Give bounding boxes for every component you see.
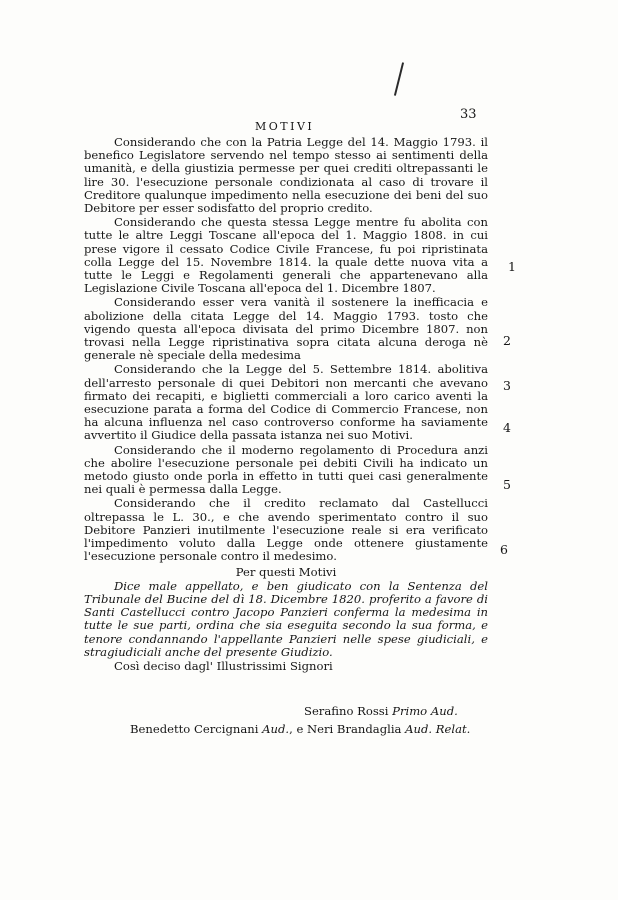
decision-paragraph: Dice male appellato, e ben giudicato con la Sentenza del Tribunale del Bucine del dì 18. Dicembre 1820. proferito a favore di Santi Castellucci contro Jacopo Panzieri conferma la medesima in tutte le sue parti, ordina che sia eseguita secondo la sua forma, e tenore condannando l'appellante Panzieri nelle spese giudiciali, e stragiudiciali anche del presente Giudizio. [84, 578, 488, 659]
role-aud: Aud. [262, 722, 290, 736]
margin-number-5: 5 [503, 477, 511, 492]
signer-brandaglia: , e Neri Brandaglia [289, 722, 402, 736]
margin-number-4: 4 [503, 420, 511, 435]
motivi-body [84, 136, 488, 673]
paragraph-3: Considerando esser vera vanità il sostenere la inefficacia e abolizione della citata Legge del 14. Maggio 1793. tosto che vigendo questa all'epoca divisata del primo Dicembre 1807. non trovasi nella Legge ripristinativa sopra citata alcuna deroga nè generale nè speciale della medesima [84, 295, 488, 363]
margin-number-1: 1 [508, 259, 516, 274]
page-number: 33 [460, 107, 477, 122]
paragraph-1: Considerando che con la Patria Legge del 14. Maggio 1793. il benefico Legislatore servendo nel tempo stesso ai sentimenti della umanità, e della giustizia permesse per quei crediti oltrepassanti le lire 30. l'esecuzione personale condizionata al caso di trovare il Creditore qualunque impedimento nella esecuzione dei beni del suo Debitore per esser sodisfatto del proprio credito. [84, 135, 488, 216]
role-aud-relat: Aud. Relat. [405, 722, 471, 736]
pen-mark [394, 62, 404, 95]
per-questi-motivi: Per questi Motivi [235, 564, 337, 579]
margin-number-3: 3 [503, 378, 511, 393]
closing-line: Così deciso dagl' Illustrissimi Signori [114, 658, 333, 673]
paragraph-2: Considerando che questa stessa Legge mentre fu abolita con tutte le altre Leggi Toscane all'epoca del 1. Maggio 1808. in cui prese vigore il cessato Codice Civile Francese, fu poi ripristinata colla Legge del 15. Novembre 1814. la quale dette nuova vita a tutte le Leggi e Regolamenti generali che appartenevano alla Legislazione Civile Toscana all'epoca del 1. Dicembre 1807. [84, 215, 488, 296]
signer-cercignani: Benedetto Cercignani [130, 722, 259, 736]
paragraph-4: Considerando che la Legge del 5. Settembre 1814. abolitiva dell'arresto personale di quei Debitori non mercanti che avevano firmato dei recapiti, e biglietti commerciali a loro carico aventi la esecuzione parata a forma del Codice di Commercio Francese, non ha alcuna influenza nel caso controverso conforme ha saviamente avvertito il Giudice della passata istanza nei suo Motivi. [84, 362, 488, 443]
paragraph-6: Considerando che il credito reclamato dal Castellucci oltrepassa le L. 30., e che avendo sperimentato contro il suo Debitore Panzieri inutilmente l'esecuzione reale si era verificato l'impedimento voluto dalla Legge onde ottenere giustamente l'esecuzione personale contro il medesimo. [84, 496, 488, 564]
signature-line-1 [304, 704, 458, 718]
signature-line-2 [130, 722, 470, 736]
signer-rossi: Serafino Rossi [304, 704, 389, 718]
section-heading: MOTIVI [255, 120, 315, 133]
margin-number-6: 6 [500, 542, 508, 557]
margin-number-2: 2 [503, 333, 511, 348]
paragraph-5: Considerando che il moderno regolamento di Procedura anzi che abolire l'esecuzione personale pei debiti Civili ha indicato un metodo giusto onde porla in effetto in tutti quei casi generalmente nei quali è permessa dalla Legge. [84, 442, 488, 497]
role-primo-aud: Primo Aud. [392, 704, 458, 718]
